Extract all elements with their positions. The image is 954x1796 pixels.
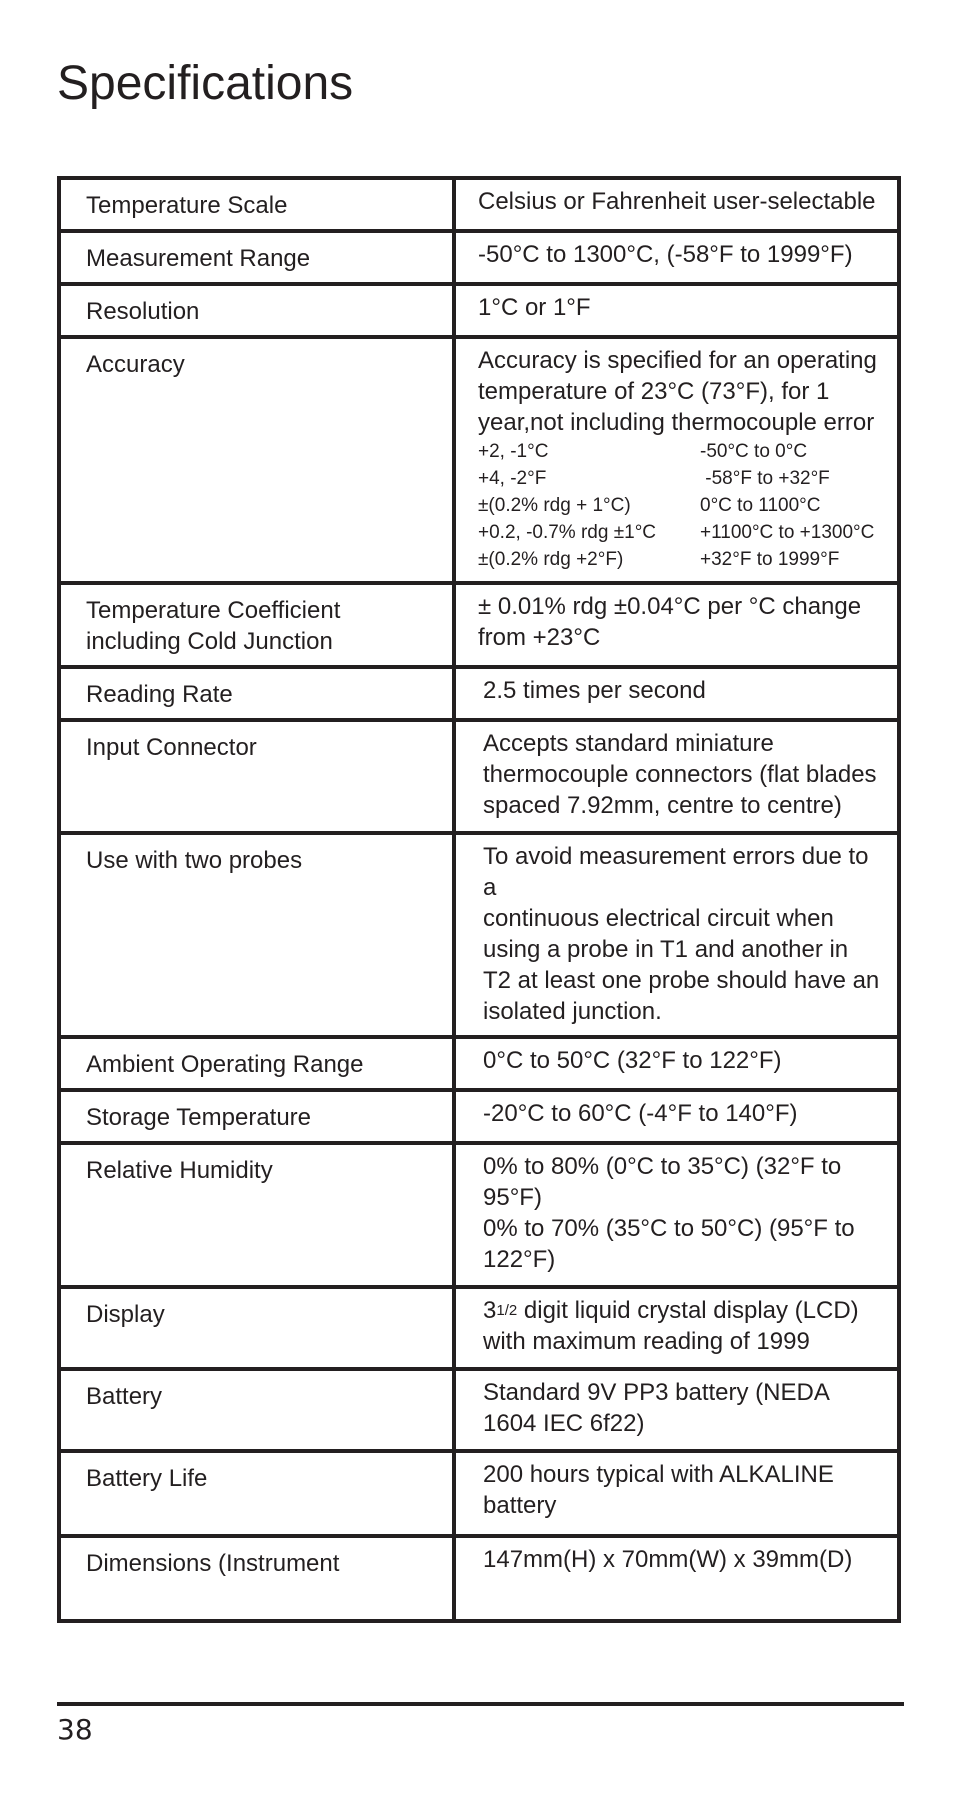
accuracy-range: +32°F to 1999°F xyxy=(700,549,840,570)
accuracy-tolerance: +2, -1°C xyxy=(478,441,549,462)
table-row xyxy=(59,667,899,720)
spec-label: Input Connector xyxy=(59,720,454,833)
page-title: Specifications xyxy=(57,57,354,110)
spec-value: 0°C to 50°C (32°F to 122°F) xyxy=(454,1037,899,1090)
spec-value: 1°C or 1°F xyxy=(454,284,899,337)
table-row xyxy=(59,1369,899,1451)
accuracy-range: -58°F to +32°F xyxy=(700,468,830,489)
text-line: 200 hours typical with ALKALINE xyxy=(483,1461,834,1488)
display-rest: digit liquid crystal display (LCD) xyxy=(517,1297,859,1324)
text-line: with maximum reading of 1999 xyxy=(483,1328,810,1355)
accuracy-range: +1100°C to +1300°C xyxy=(700,522,875,543)
accuracy-range: -50°C to 0°C xyxy=(700,441,808,462)
table-row xyxy=(59,833,899,1037)
spec-value xyxy=(454,1143,899,1287)
spec-label: Reading Rate xyxy=(59,667,454,720)
footer-divider xyxy=(57,1702,904,1706)
display-digit: 3 xyxy=(483,1297,497,1324)
spec-value xyxy=(454,833,899,1037)
accuracy-intro xyxy=(478,345,887,438)
accuracy-tolerance: +0.2, -0.7% rdg ±1°C xyxy=(478,522,657,543)
text-line: ± 0.01% rdg ±0.04°C per °C change xyxy=(478,593,862,620)
table-row xyxy=(59,1451,899,1536)
text-line: temperature of 23°C (73°F), for 1 xyxy=(478,378,830,405)
accuracy-table xyxy=(478,438,887,573)
accuracy-tolerance: +4, -2°F xyxy=(478,468,547,489)
spec-value xyxy=(454,1287,899,1369)
spec-label: Dimensions (Instrument xyxy=(59,1536,454,1621)
text-line: Standard 9V PP3 battery (NEDA xyxy=(483,1379,830,1406)
spec-label: Display xyxy=(59,1287,454,1369)
spec-label: Battery xyxy=(59,1369,454,1451)
display-fraction: 1/2 xyxy=(496,1302,518,1319)
table-row xyxy=(59,1037,899,1090)
spec-label: Measurement Range xyxy=(59,231,454,284)
accuracy-range: 0°C to 1100°C xyxy=(700,495,821,516)
spec-value xyxy=(454,720,899,833)
table-row xyxy=(59,1090,899,1143)
text-line: 1604 IEC 6f22) xyxy=(483,1410,645,1437)
spec-label: Ambient Operating Range xyxy=(59,1037,454,1090)
specifications-table xyxy=(57,176,901,1623)
text-line: 0% to 80% (0°C to 35°C) (32°F to xyxy=(483,1153,842,1180)
spec-value xyxy=(454,1369,899,1451)
page-number: 38 xyxy=(57,1713,93,1746)
spec-label: Accuracy xyxy=(59,337,454,583)
spec-label: Temperature Scale xyxy=(59,178,454,231)
text-line: battery xyxy=(483,1492,557,1519)
text-line xyxy=(483,1295,887,1326)
text-line: Temperature Coefficient xyxy=(86,597,341,624)
spec-value xyxy=(454,583,899,667)
text-line: T2 at least one probe should have an xyxy=(483,967,880,994)
table-row xyxy=(59,720,899,833)
accuracy-tolerance: ±(0.2% rdg +2°F) xyxy=(478,549,624,570)
table-row xyxy=(59,1536,899,1621)
spec-label xyxy=(59,583,454,667)
spec-label: Storage Temperature xyxy=(59,1090,454,1143)
text-line: To avoid measurement errors due to a xyxy=(483,843,869,901)
spec-value: 2.5 times per second xyxy=(454,667,899,720)
text-line: including Cold Junction xyxy=(86,628,333,655)
spec-label: Relative Humidity xyxy=(59,1143,454,1287)
text-line: continuous electrical circuit when xyxy=(483,905,834,932)
text-line: thermocouple connectors (flat blades xyxy=(483,761,877,788)
table-row xyxy=(59,337,899,583)
spec-value: -20°C to 60°C (-4°F to 140°F) xyxy=(454,1090,899,1143)
text-line: 95°F) xyxy=(483,1184,542,1211)
text-line: Accepts standard miniature xyxy=(483,730,774,757)
table-row xyxy=(59,284,899,337)
accuracy-tolerance: ±(0.2% rdg + 1°C) xyxy=(478,495,631,516)
text-line: 0% to 70% (35°C to 50°C) (95°F to xyxy=(483,1215,855,1242)
table-row xyxy=(59,583,899,667)
text-line: from +23°C xyxy=(478,624,601,651)
table-row xyxy=(59,231,899,284)
text-line: isolated junction. xyxy=(483,998,662,1025)
spec-value: 147mm(H) x 70mm(W) x 39mm(D) xyxy=(454,1536,899,1621)
spec-label: Resolution xyxy=(59,284,454,337)
spec-value xyxy=(454,1451,899,1536)
text-line: Accuracy is specified for an operating xyxy=(478,347,877,374)
table-row xyxy=(59,178,899,231)
spec-value: Celsius or Fahrenheit user-selectable xyxy=(454,178,899,231)
spec-label: Battery Life xyxy=(59,1451,454,1536)
table-row xyxy=(59,1143,899,1287)
spec-label: Use with two probes xyxy=(59,833,454,1037)
spec-value xyxy=(454,337,899,583)
text-line: year,not including thermocouple error xyxy=(478,409,875,436)
table-row xyxy=(59,1287,899,1369)
text-line: 122°F) xyxy=(483,1246,556,1273)
text-line: spaced 7.92mm, centre to centre) xyxy=(483,792,842,819)
text-line: using a probe in T1 and another in xyxy=(483,936,849,963)
spec-value: -50°C to 1300°C, (-58°F to 1999°F) xyxy=(454,231,899,284)
